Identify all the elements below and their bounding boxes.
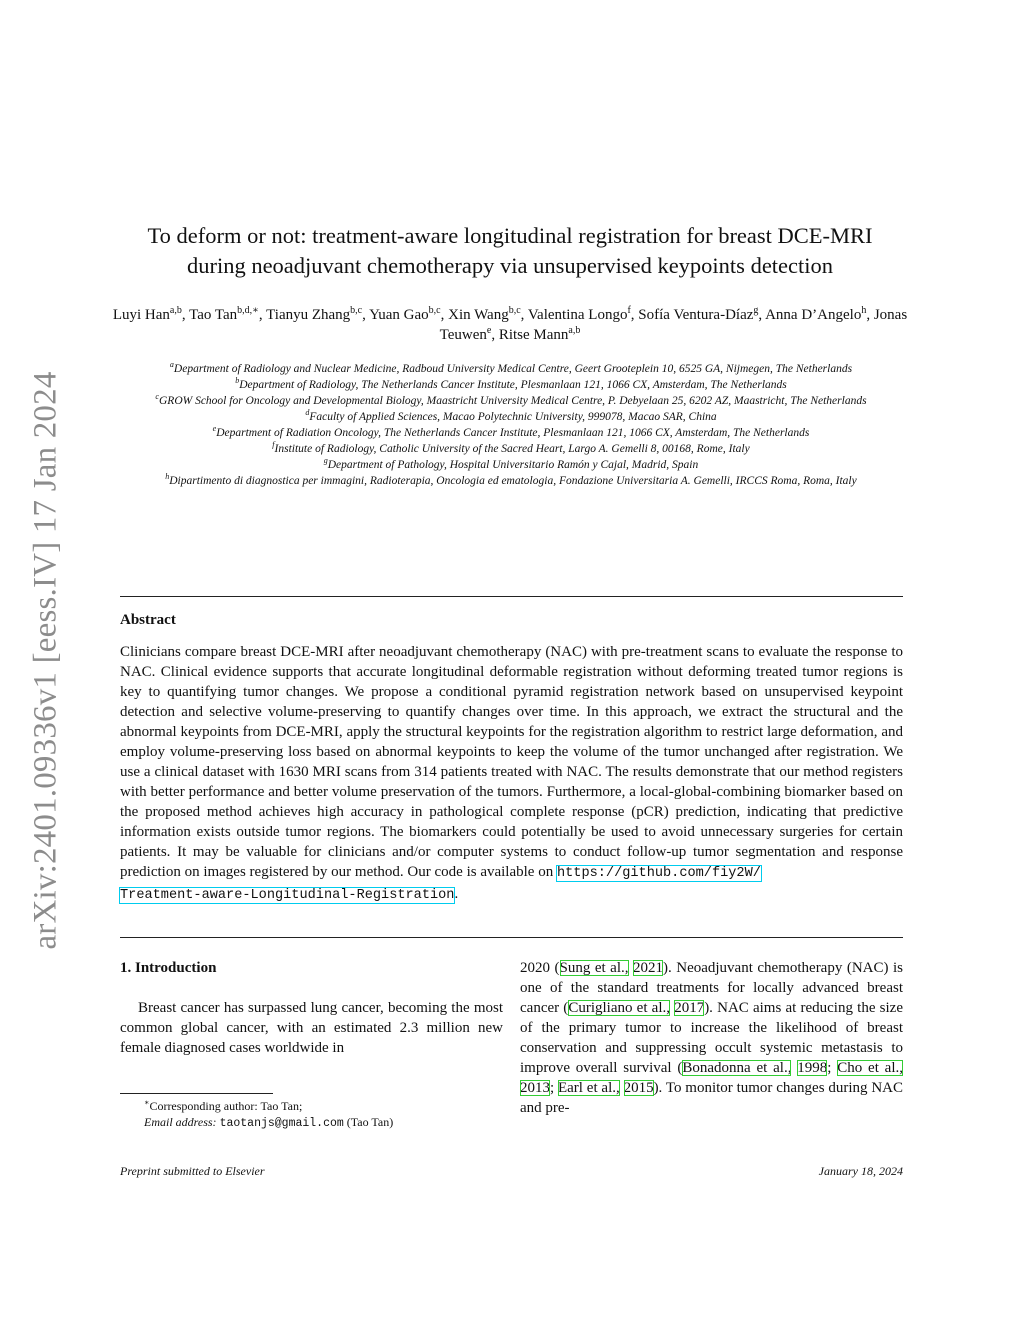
- author: Jonas Teuwen$^e$: [439, 307, 908, 343]
- author: Luyi Han$^{a,b}$: [112, 305, 182, 323]
- author: Tao Tan$^{b,d,∗}$: [189, 305, 259, 323]
- affiliation: $^d$Faculty of Applied Sciences, Macao Polytechnic University, 999078, Macao SAR, China: [305, 408, 717, 423]
- email-address[interactable]: taotanjs@gmail.com: [219, 1117, 344, 1130]
- footnote-rule: [120, 1093, 273, 1094]
- footer-preprint-note: Preprint submitted to Elsevier: [120, 1164, 265, 1178]
- right-column: [520, 958, 903, 1118]
- paper-title: [100, 221, 920, 281]
- author: Ritse Mann$^{a,b}$: [498, 325, 581, 343]
- citation-link[interactable]: Cho et al.,: [837, 1060, 904, 1076]
- citation-link[interactable]: 2013: [520, 1080, 550, 1096]
- affiliation: $^c$GROW School for Oncology and Developmental Biology, Maastricht University Medical Centre, P. Debyelaan 25, 6202 AZ, Maastricht, The Netherlands: [155, 392, 867, 407]
- citation-link[interactable]: Sung et al.,: [559, 960, 629, 976]
- author: Anna D’Angelo$^h$: [765, 305, 867, 323]
- section-heading-introduction: 1. Introduction: [120, 960, 217, 976]
- abstract-bottom-rule: [120, 937, 903, 938]
- author: Tianyu Zhang$^{b,c}$: [266, 305, 363, 323]
- arxiv-identifier: arXiv:2401.09336v1 [eess.IV] 17 Jan 2024: [27, 370, 64, 950]
- abstract-heading: Abstract: [120, 612, 176, 628]
- email-note: Email address: taotanjs@gmail.com (Tao Tan): [144, 1115, 394, 1130]
- citation-link[interactable]: Curigliano et al.,: [568, 1000, 670, 1016]
- author: Xin Wang$^{b,c}$: [448, 305, 521, 323]
- citation-link[interactable]: 2021: [633, 960, 663, 976]
- affiliation: $^g$Department of Pathology, Hospital Universitario Ramón y Cajal, Madrid, Spain: [323, 456, 699, 471]
- footnote: [120, 1098, 503, 1132]
- citation-link[interactable]: Bonadonna et al.,: [682, 1060, 792, 1076]
- arxiv-sidebar: [20, 360, 72, 960]
- affiliation: $^a$Department of Radiology and Nuclear Medicine, Radboud University Medical Centre, Geert Grooteplein 10, 6525 GA, Nijmegen, The Netherlands: [169, 360, 853, 375]
- affiliation: $^e$Department of Radiation Oncology, The Netherlands Cancer Institute, Plesmanlaan 121, 1066 CX, Amsterdam, The Netherlands: [212, 424, 810, 439]
- citation-link[interactable]: 1998: [797, 1060, 828, 1076]
- title-line-2: during neoadjuvant chemotherapy via unsupervised keypoints detection: [186, 253, 834, 278]
- intro-paragraph: Breast cancer has surpassed lung cancer, becoming the most common global cancer, with an estimated 2.3 million new female diagnosed cases worldwide in: [120, 1000, 503, 1056]
- corresponding-author-note: ∗Corresponding author: Tao Tan;: [144, 1098, 303, 1113]
- abstract-top-rule: [120, 596, 903, 597]
- affiliations: [118, 361, 904, 489]
- abstract-text: Clinicians compare breast DCE-MRI after neoadjuvant chemotherapy (NAC) with pre-treatment scans to evaluate the response to NAC. Clinical evidence supports that accurate longitudinal deformable registration without deforming treated tumor regions is key to quantifying tumor changes. We propose a conditional pyramid registration network based on unsupervised keypoint detection and selective volume-preserving to quantify changes over time. In this approach, we extract the structural and the abnormal keypoints from DCE-MRI, apply the structural keypoints for the registration algorithm to restrict large deformation, and employ volume-preserving loss based on abnormal keypoints to keep the volume of the tumor unchanged after registration. We use a clinical dataset with 1630 MRI scans from 314 patients treated with NAC. The results demonstrate that our method registers with better performance and better volume preservation of the tumors. Furthermore, a local-global-combining biomarker based on the proposed method achieves high accuracy in pathological complete response (pCR) prediction, indicating that predictive information exists outside tumor regions. The biomarkers could potentially be used to avoid unnecessary surgeries for certain patients. It may be valuable for clinicians and/or computer systems to conduct follow-up tumor segmentation and response prediction on images registered by our method. Our code is available on https://github.com/fiy2W/ Treatment-aware-Longitudinal-Registration.: [120, 644, 903, 903]
- author-list: Luyi Han$^{a,b}$, Tao Tan$^{b,d,∗}$, Tianyu Zhang$^{b,c}$, Yuan Gao$^{b,c}$, Xin Wang$^{b,c}$, Valentina Longo$^f$, Sofía Ventura-Díaz$^g$, Anna D’Angelo$^h$, Jonas Teuwen$^e$, Ritse Mann$^{a,b}$: [112, 305, 908, 343]
- citation-link[interactable]: 2017: [674, 1000, 705, 1016]
- intro-paragraph-continued: 2020 (Sung et al., 2021). Neoadjuvant chemotherapy (NAC) is one of the standard treatments for locally advanced breast cancer (Curigliano et al., 2017). NAC aims at reducing the size of the primary tumor to increase the likelihood of breast conservation and suppressing occult systemic metastasis to improve overall survival (Bonadonna et al., 1998; Cho et al., 2013; Earl et al., 2015). To monitor tumor changes during NAC and pre-: [520, 960, 904, 1116]
- affiliation: $^f$Institute of Radiology, Catholic University of the Sacred Heart, Largo A. Gemelli 8, 00168, Rome, Italy: [272, 440, 750, 455]
- author: Sofía Ventura-Díaz$^g$: [638, 305, 759, 323]
- author: Yuan Gao$^{b,c}$: [369, 305, 441, 323]
- affiliation: $^h$Dipartimento di diagnostica per immagini, Radioterapia, Oncologia ed ematologia, Fondazione Universitaria A. Gemelli, IRCCS Roma, Roma, Italy: [165, 472, 857, 487]
- footer-date: January 18, 2024: [818, 1164, 903, 1178]
- author: Valentina Longo$^f$: [527, 305, 631, 323]
- left-column: [120, 958, 503, 1058]
- title-line-1: To deform or not: treatment-aware longitudinal registration for breast DCE-MRI: [147, 223, 873, 248]
- code-repository-link[interactable]: https://github.com/fiy2W/ Treatment-aware-Longitudinal-Registration: [120, 866, 761, 903]
- citation-link[interactable]: Earl et al.,: [557, 1080, 620, 1096]
- citation-link[interactable]: 2015: [623, 1080, 654, 1096]
- affiliation: $^b$Department of Radiology, The Netherlands Cancer Institute, Plesmanlaan 121, 1066 CX, Amsterdam, The Netherlands: [235, 376, 787, 391]
